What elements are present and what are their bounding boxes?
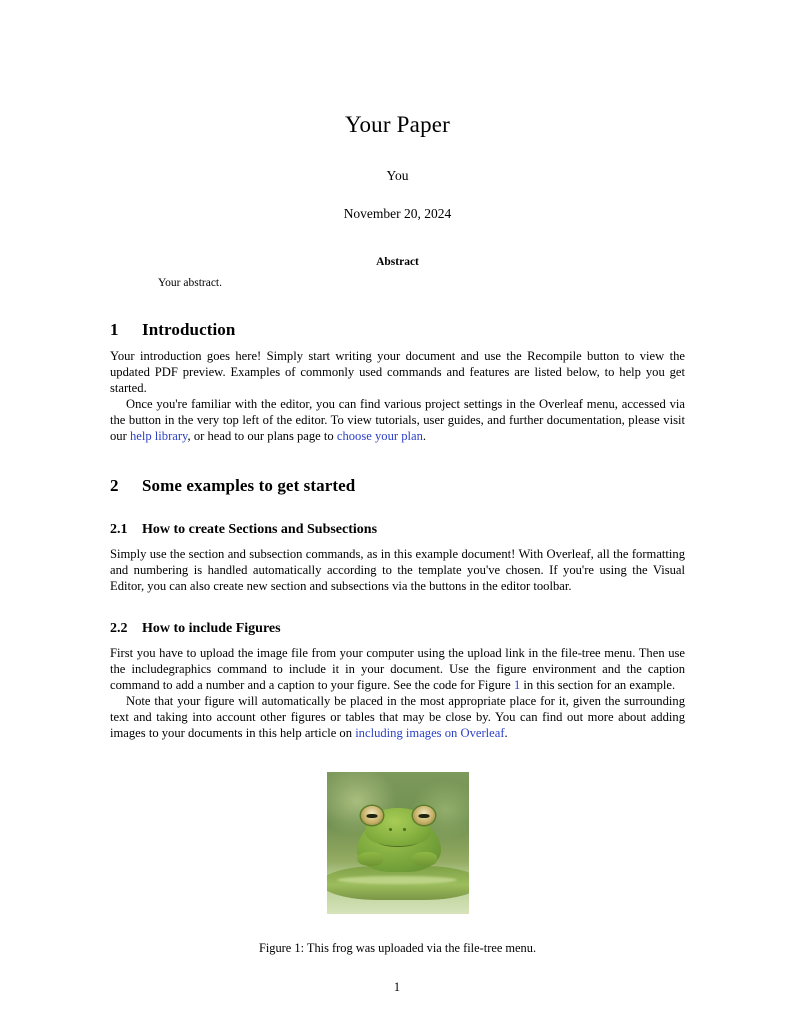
- paragraph-2-2-2: [110, 694, 685, 742]
- page-number: 1: [393, 980, 401, 994]
- figure-caption: Figure 1: This frog was uploaded via the file-tree menu.: [258, 940, 537, 955]
- document-date: November 20, 2024: [343, 206, 452, 221]
- page-title: Your Paper: [344, 112, 451, 137]
- paragraph-2-1: Simply use the section and subsection commands, as in this example document! With Overleaf, all the formatting and numbering is handled automatically according to the template you've chosen. If you're using the Visual Editor, you can also create new section and subsections via the buttons in the editor toolbar.: [110, 546, 685, 593]
- section-heading-2: [110, 476, 685, 496]
- section-heading-1: [110, 320, 685, 340]
- frog-mouth: [379, 838, 417, 847]
- paragraph-2-2-1: [110, 646, 685, 694]
- including-images-link[interactable]: including images on Overleaf: [355, 725, 505, 740]
- subsection-number-2-1: 2.1: [110, 521, 128, 537]
- paragraph-2-2-2-post: .: [504, 725, 508, 740]
- leaf-highlight: [337, 876, 457, 884]
- section-number-2: 2: [110, 475, 119, 495]
- frog-eye-left: [361, 806, 383, 825]
- paragraph-2-2-2-pre: Note that your figure will automatically be placed in the most appropriate place for it, given the surrounding text and taking into account other figures or tables that may be close by. You can find out more about adding images to your documents in this help article on: [110, 693, 685, 740]
- frog-pupil-right: [418, 814, 429, 818]
- section-title-2: Some examples to get started: [142, 475, 356, 495]
- paragraph-intro-2: [110, 397, 685, 445]
- subsection-number-2-2: 2.2: [110, 620, 128, 636]
- paragraph-intro-2-post: .: [422, 428, 427, 443]
- paragraph-intro-1: Your introduction goes here! Simply start writing your document and use the Recompile button to view the updated PDF preview. Examples of commonly used commands and features are listed below, to help you get started.: [110, 349, 685, 395]
- frog-arm-right: [411, 852, 437, 866]
- document-body: [110, 112, 685, 956]
- abstract-heading: Abstract: [376, 256, 419, 268]
- subsection-heading-2-2: [110, 621, 685, 637]
- frog-arm-left: [357, 852, 383, 866]
- subsection-heading-2-1: [110, 522, 685, 538]
- paragraph-intro-2-mid: , or head to our plans page to: [187, 428, 337, 443]
- paragraph-2-2-1-pre: First you have to upload the image file from your computer using the upload link in the file-tree menu. Then use the includegraphics command to include it in your document. Use the figure environment and the caption command to add a number and a caption to your figure. See the code for Figure: [110, 645, 685, 692]
- paragraph-2-2-1-post: in this section for an example.: [520, 677, 676, 692]
- abstract-text: Your abstract.: [158, 277, 222, 289]
- section-title-1: Introduction: [142, 320, 236, 339]
- section-number-1: 1: [110, 320, 119, 339]
- figure-reference-link[interactable]: 1: [513, 677, 521, 692]
- figure-block: [110, 772, 685, 956]
- frog-eye-right: [413, 806, 435, 825]
- frog-nostril-right: [403, 828, 406, 831]
- choose-your-plan-link[interactable]: choose your plan: [336, 428, 423, 443]
- subsection-title-2-2: How to include Figures: [142, 620, 281, 636]
- subsection-title-2-1: How to create Sections and Subsections: [142, 521, 378, 537]
- frog-photo: [327, 772, 469, 914]
- frog-pupil-left: [366, 814, 377, 818]
- document-author: You: [386, 168, 409, 183]
- help-library-link[interactable]: help library: [129, 428, 188, 443]
- frog-nostril-left: [389, 828, 392, 831]
- paragraph-intro-2-pre: Once you're familiar with the editor, you can find various project settings in the Overleaf menu, accessed via the button in the very top left of the editor. To view tutorials, user guides, and further documentation, please visit our: [110, 396, 685, 443]
